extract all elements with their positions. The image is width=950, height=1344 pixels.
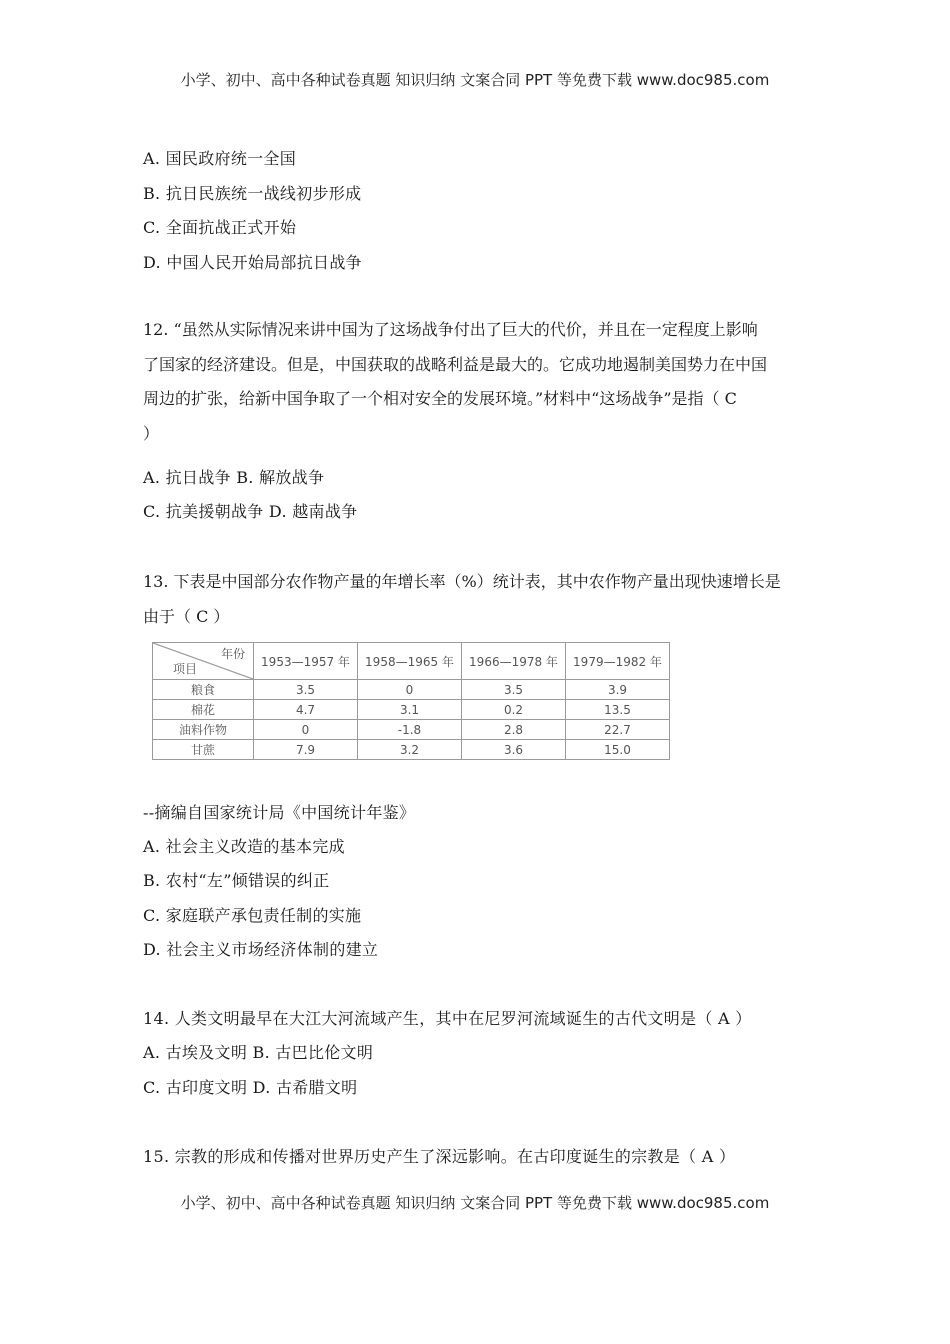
page-footer: 小学、初中、高中各种试卷真题 知识归纳 文案合同 PPT 等免费下载 www.doc985.com: [180, 1194, 770, 1212]
table-header-row: [153, 643, 670, 680]
table-cell: 15.0: [566, 740, 670, 760]
q12-line-2: 了国家的经济建设。但是，中国获取的战略利益是最大的。它成功地遏制美国势力在中国: [143, 354, 768, 374]
q11-option-b: B. 抗日民族统一战线初步形成: [143, 184, 362, 203]
q14-options-ab: A. 古埃及文明 B. 古巴比伦文明: [143, 1043, 374, 1062]
table-cell: 2.8: [462, 720, 566, 740]
q13-source: --摘编自国家统计局《中国统计年鉴》: [143, 803, 416, 822]
row-item: 油料作物: [153, 720, 254, 740]
period-header: 1966—1978 年: [462, 643, 566, 680]
q13-line-1: 13. 下表是中国部分农作物产量的年增长率（%）统计表，其中农作物产量出现快速增长是: [143, 572, 781, 591]
q11-option-d: D. 中国人民开始局部抗日战争: [143, 253, 362, 272]
table-row: [153, 680, 670, 700]
q13-option-a: A. 社会主义改造的基本完成: [143, 837, 345, 856]
row-item: 棉花: [153, 700, 254, 720]
q13-line-2: 由于（ C ）: [143, 606, 230, 626]
row-item: 粮食: [153, 680, 254, 700]
table-row: [153, 720, 670, 740]
header-item-label: 项目: [173, 662, 198, 676]
table-cell: 0: [358, 680, 462, 700]
header-year-label: 年份: [220, 647, 245, 661]
q14-options-cd: C. 古印度文明 D. 古希腊文明: [143, 1078, 358, 1097]
table-cell: 0.2: [462, 700, 566, 720]
table-cell: -1.8: [358, 720, 462, 740]
table-cell: 3.5: [254, 680, 358, 700]
period-header: 1958—1965 年: [358, 643, 462, 680]
table-cell: 0: [254, 720, 358, 740]
table-cell: 4.7: [254, 700, 358, 720]
table-cell: 3.1: [358, 700, 462, 720]
table-cell: 3.2: [358, 740, 462, 760]
q13-stem: [143, 565, 813, 634]
table-cell: 3.5: [462, 680, 566, 700]
page-header: 小学、初中、高中各种试卷真题 知识归纳 文案合同 PPT 等免费下载 www.doc985.com: [180, 71, 770, 89]
q12-line-1: 12. “虽然从实际情况来讲中国为了这场战争付出了巨大的代价，并且在一定程度上影响: [143, 320, 758, 339]
q13-option-b: B. 农村“左”倾错误的纠正: [143, 871, 330, 890]
table-corner-cell: [153, 643, 254, 680]
table-cell: 13.5: [566, 700, 670, 720]
row-item: 甘蔗: [153, 740, 254, 760]
q13-option-d: D. 社会主义市场经济体制的建立: [143, 940, 379, 959]
table-cell: 3.9: [566, 680, 670, 700]
q12-stem: [143, 313, 813, 451]
period-header: 1953—1957 年: [254, 643, 358, 680]
q12-line-4: ）: [143, 423, 160, 443]
period-header: 1979—1982 年: [566, 643, 670, 680]
q12-options-cd: C. 抗美援朝战争 D. 越南战争: [143, 502, 358, 521]
table-cell: 7.9: [254, 740, 358, 760]
table-cell: 22.7: [566, 720, 670, 740]
table-cell: 3.6: [462, 740, 566, 760]
q12-options-ab: A. 抗日战争 B. 解放战争: [143, 468, 325, 487]
table-row: [153, 740, 670, 760]
q11-option-c: C. 全面抗战正式开始: [143, 218, 297, 237]
q15-stem: 15. 宗教的形成和传播对世界历史产生了深远影响。在古印度诞生的宗教是（ A ）: [143, 1147, 736, 1166]
q14-stem: 14. 人类文明最早在大江大河流域产生，其中在尼罗河流域诞生的古代文明是（ A ）: [143, 1009, 752, 1028]
q11-option-a: A. 国民政府统一全国: [143, 149, 297, 168]
q12-line-3: 周边的扩张，给新中国争取了一个相对安全的发展环境。”材料中“这场战争”是指（ C: [143, 389, 737, 408]
table-row: [153, 700, 670, 720]
crop-growth-table: [152, 642, 670, 760]
q13-option-c: C. 家庭联产承包责任制的实施: [143, 906, 362, 925]
